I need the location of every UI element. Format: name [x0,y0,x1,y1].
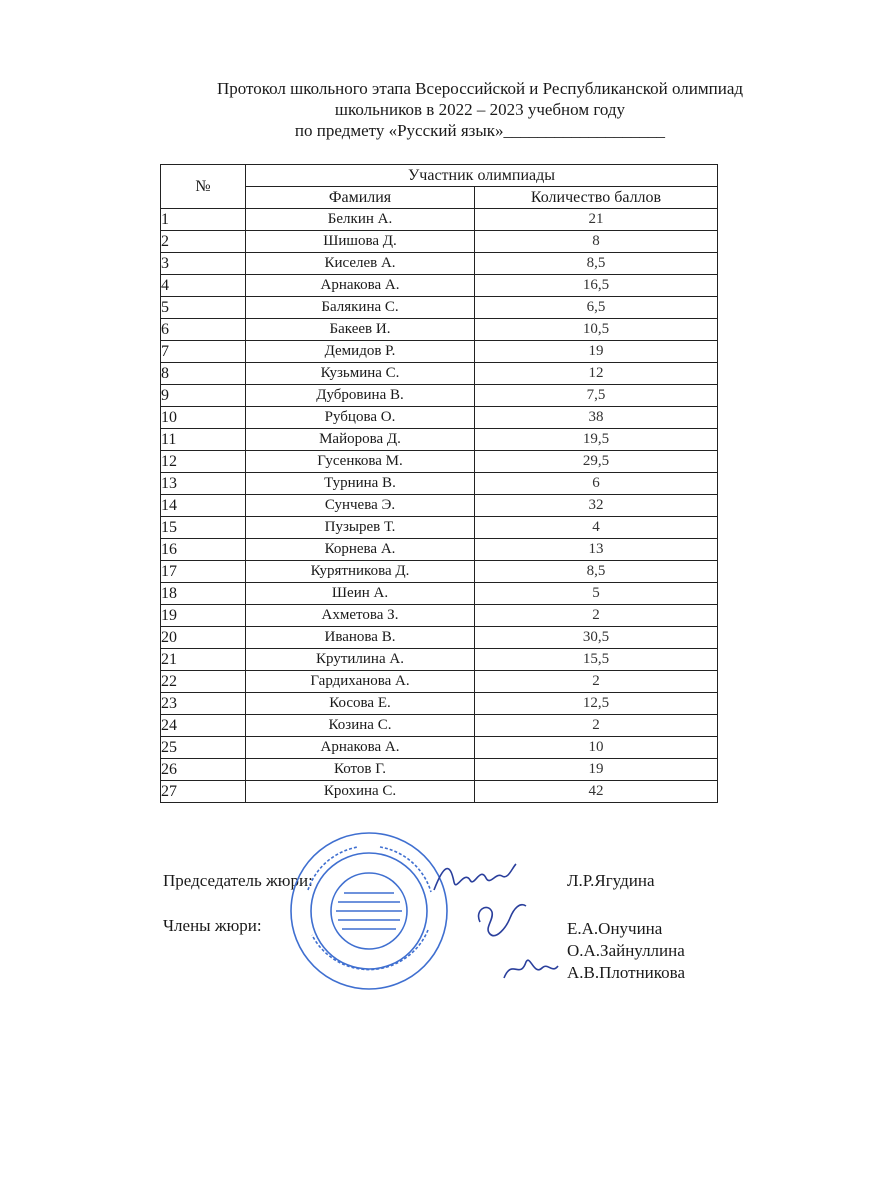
row-number: 19 [161,605,246,627]
participant-name: Корнева А. [246,539,475,561]
participant-score: 2 [475,671,718,693]
score-column-header: Количество баллов [475,187,718,209]
chair-label: Председатель жюри: [163,871,313,890]
participant-score: 32 [475,495,718,517]
surname-column-header: Фамилия [246,187,475,209]
table-row [161,319,718,341]
table-row [161,451,718,473]
participant-score: 8,5 [475,561,718,583]
table-row [161,715,718,737]
member-signature-1-icon [470,898,530,946]
title-line-3: по предмету «Русский язык»___________________ [294,121,666,140]
participant-name: Арнакова А. [246,275,475,297]
participant-name: Крохина С. [246,781,475,803]
row-number: 16 [161,539,246,561]
participant-group-header: Участник олимпиады [246,165,718,187]
table-row [161,517,718,539]
row-number: 2 [161,231,246,253]
row-number: 21 [161,649,246,671]
table-row [161,781,718,803]
row-number: 10 [161,407,246,429]
chair-name: Л.Р.Ягудина [567,871,655,890]
row-number: 1 [161,209,246,231]
member-name-2: О.А.Зайнуллина [567,941,685,960]
member-signature-2-icon [500,950,560,986]
participant-name: Рубцова О. [246,407,475,429]
participant-name: Балякина С. [246,297,475,319]
participant-score: 8,5 [475,253,718,275]
participant-name: Сунчева Э. [246,495,475,517]
row-number: 3 [161,253,246,275]
row-number: 23 [161,693,246,715]
row-number: 26 [161,759,246,781]
participant-name: Курятникова Д. [246,561,475,583]
participant-name: Шеин А. [246,583,475,605]
table-row [161,341,718,363]
row-number: 5 [161,297,246,319]
school-stamp-icon [288,830,450,992]
participant-name: Кузьмина С. [246,363,475,385]
participant-score: 19,5 [475,429,718,451]
participant-name: Дубровина В. [246,385,475,407]
participant-name: Гардиханова А. [246,671,475,693]
table-row [161,759,718,781]
table-row [161,253,718,275]
participant-name: Гусенкова М. [246,451,475,473]
participant-name: Ахметова З. [246,605,475,627]
row-number: 17 [161,561,246,583]
row-number: 22 [161,671,246,693]
row-number: 9 [161,385,246,407]
row-number: 12 [161,451,246,473]
row-number: 27 [161,781,246,803]
member-name-1: Е.А.Онучина [567,919,663,938]
participant-score: 19 [475,759,718,781]
participant-score: 6,5 [475,297,718,319]
number-column-header: № [161,165,246,209]
table-row [161,363,718,385]
participant-score: 15,5 [475,649,718,671]
participant-name: Иванова В. [246,627,475,649]
table-row [161,583,718,605]
row-number: 6 [161,319,246,341]
table-row [161,649,718,671]
participant-score: 13 [475,539,718,561]
title-line-2: школьников в 2022 – 2023 учебном году [334,100,626,119]
participant-name: Котов Г. [246,759,475,781]
participant-name: Бакеев И. [246,319,475,341]
participant-name: Шишова Д. [246,231,475,253]
participant-score: 7,5 [475,385,718,407]
title-line-1: Протокол школьного этапа Всероссийской и Республиканской олимпиад [216,79,744,98]
results-table-body [161,209,718,803]
row-number: 13 [161,473,246,495]
participant-score: 10 [475,737,718,759]
row-number: 20 [161,627,246,649]
participant-name: Косова Е. [246,693,475,715]
participant-score: 2 [475,605,718,627]
table-row [161,297,718,319]
participant-name: Белкин А. [246,209,475,231]
table-row [161,473,718,495]
participant-score: 12,5 [475,693,718,715]
participant-score: 38 [475,407,718,429]
participant-name: Арнакова А. [246,737,475,759]
participant-score: 19 [475,341,718,363]
participant-name: Крутилина А. [246,649,475,671]
participant-name: Киселев А. [246,253,475,275]
table-row [161,693,718,715]
row-number: 24 [161,715,246,737]
participant-score: 29,5 [475,451,718,473]
participant-score: 2 [475,715,718,737]
table-row [161,495,718,517]
participant-score: 21 [475,209,718,231]
participant-name: Пузырев Т. [246,517,475,539]
row-number: 15 [161,517,246,539]
participant-score: 8 [475,231,718,253]
row-number: 4 [161,275,246,297]
document-title [140,78,820,141]
table-row [161,671,718,693]
participant-name: Майорова Д. [246,429,475,451]
row-number: 14 [161,495,246,517]
table-row [161,561,718,583]
participant-score: 5 [475,583,718,605]
table-row [161,209,718,231]
table-row [161,407,718,429]
participant-score: 4 [475,517,718,539]
table-row [161,627,718,649]
members-label: Члены жюри: [163,916,262,935]
row-number: 8 [161,363,246,385]
participant-name: Турнина В. [246,473,475,495]
row-number: 7 [161,341,246,363]
table-row [161,429,718,451]
participant-score: 6 [475,473,718,495]
participant-score: 10,5 [475,319,718,341]
row-number: 18 [161,583,246,605]
table-row [161,539,718,561]
participant-name: Козина С. [246,715,475,737]
participant-score: 42 [475,781,718,803]
participant-score: 30,5 [475,627,718,649]
row-number: 25 [161,737,246,759]
participant-score: 12 [475,363,718,385]
table-row [161,275,718,297]
participant-score: 16,5 [475,275,718,297]
chair-signature-icon [430,858,520,898]
table-row [161,385,718,407]
results-table [160,164,718,803]
table-row [161,231,718,253]
table-row [161,605,718,627]
table-row [161,737,718,759]
row-number: 11 [161,429,246,451]
participant-name: Демидов Р. [246,341,475,363]
member-name-3: А.В.Плотникова [567,963,686,982]
